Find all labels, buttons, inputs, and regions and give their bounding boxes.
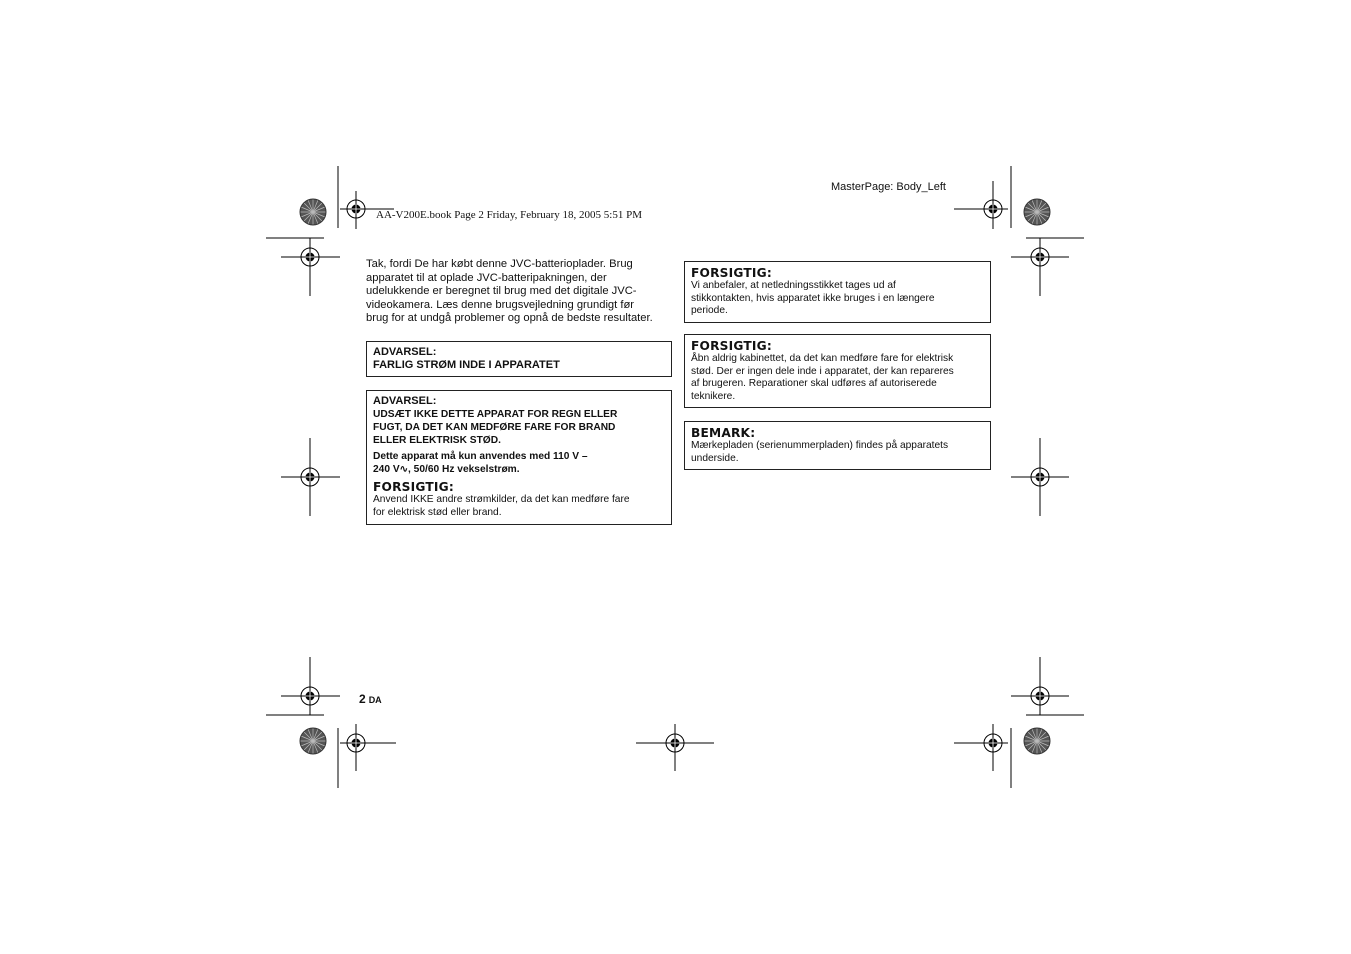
intro-line: videokamera. Læs denne brugsvejledning grundigt før: [366, 298, 635, 311]
note-box-rating-plate: [684, 421, 991, 470]
voltage-frequency: , 50/60 Hz vekselstrøm.: [408, 464, 520, 475]
warning-heading: ADVARSEL:: [373, 346, 437, 358]
page-number-value: 2: [359, 692, 366, 706]
masterpage-label: MasterPage: Body_Left: [831, 181, 946, 193]
caution-line: stikkontakten, hvis apparatet ikke bruges i en længere: [691, 292, 935, 304]
warning-box-rain: [366, 390, 672, 525]
caution-line: periode.: [691, 305, 728, 317]
caution-line: stød. Der er ingen dele inde i apparatet, der kan repareres: [691, 365, 954, 377]
intro-line: udelukkende er beregnet til brug med det digitale JVC-: [366, 285, 637, 298]
note-line: Mærkepladen (serienummerpladen) findes på apparatets: [691, 440, 949, 451]
caution-heading: FORSIGTIG:: [373, 480, 454, 494]
caution-heading: FORSIGTIG:: [691, 266, 772, 280]
caution-box-cabinet: [684, 334, 991, 408]
caution-line: Åbn aldrig kabinettet, da det kan medføre fare for elektrisk: [691, 353, 954, 364]
warning-line: FUGT, DA DET KAN MEDFØRE FARE FOR BRAND: [373, 422, 616, 433]
warning-line: ELLER ELEKTRISK STØD.: [373, 435, 501, 446]
warning-heading: ADVARSEL:: [373, 395, 437, 407]
page-language-code: DA: [368, 695, 382, 705]
voltage-line: [373, 463, 665, 476]
note-line: underside.: [691, 452, 739, 464]
intro-line: apparatet til at oplade JVC-batteripakningen, der: [366, 271, 607, 284]
caution-line: af brugeren. Reparationer skal udføres af autoriserede: [691, 378, 937, 390]
caution-box-unplug: [684, 261, 991, 323]
caution-heading: FORSIGTIG:: [691, 339, 772, 353]
caution-line: for elektrisk stød eller brand.: [373, 506, 502, 518]
intro-paragraph: [366, 258, 676, 326]
page-number: [359, 690, 382, 708]
warning-text: FARLIG STRØM INDE I APPARATET: [373, 359, 560, 371]
intro-line: Tak, fordi De har købt denne JVC-batterioplader. Brug: [366, 258, 633, 270]
book-info-header: AA-V200E.book Page 2 Friday, February 18, 2005 5:51 PM: [376, 209, 643, 221]
warning-line: UDSÆT IKKE DETTE APPARAT FOR REGN ELLER: [373, 409, 618, 420]
caution-line: Anvend IKKE andre strømkilder, da det kan medføre fare: [373, 494, 630, 505]
intro-line: brug for at undgå problemer og opnå de bedste resultater.: [366, 312, 653, 325]
voltage-line: Dette apparat må kun anvendes med 110 V –: [373, 451, 588, 462]
voltage-value: 240 V: [373, 464, 400, 475]
caution-line: Vi anbefaler, at netledningsstikket tages ud af: [691, 280, 896, 291]
warning-box-danger: [366, 341, 672, 377]
note-heading: BEMARK:: [691, 426, 756, 440]
ac-symbol-icon: ∿: [399, 464, 409, 475]
caution-line: teknikere.: [691, 390, 736, 402]
